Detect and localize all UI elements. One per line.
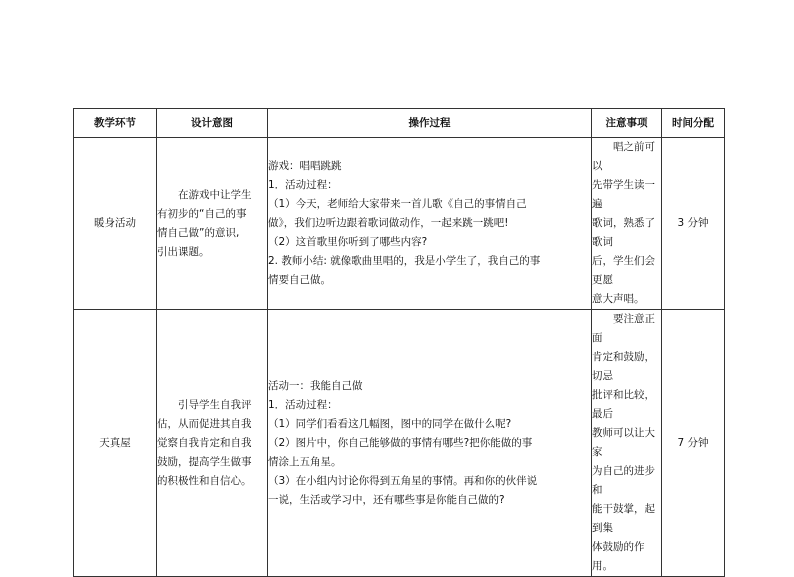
table-row bbox=[74, 310, 725, 577]
header-process: 操作过程 bbox=[268, 109, 592, 138]
intent-line: 引导学生自我评 bbox=[178, 398, 252, 411]
intent-line: 觉察自我肯定和自我 bbox=[157, 436, 252, 449]
note-cell bbox=[592, 310, 662, 577]
stage-cell: 暖身活动 bbox=[74, 138, 157, 310]
table-row bbox=[74, 138, 725, 310]
intent-line: 鼓励，提高学生做事 bbox=[157, 455, 252, 468]
header-time: 时间分配 bbox=[662, 109, 725, 138]
note-line: 先带学生读一遍 bbox=[592, 179, 655, 210]
process-line: （3）在小组内讨论你得到五角星的事情。再和你的伙伴说 bbox=[268, 474, 538, 487]
stage-cell: 天真屋 bbox=[74, 310, 157, 577]
intent-line: 情自己做”的意识, bbox=[157, 226, 240, 239]
process-line: （2）图片中，你自己能够做的事情有哪些?把你能做的事 bbox=[268, 436, 533, 449]
note-line: 后，学生们会更愿 bbox=[592, 255, 655, 286]
process-line: 2. 教师小结: 就像歌曲里唱的，我是小学生了，我自己的事 bbox=[268, 255, 541, 267]
note-line: 意大声唱。 bbox=[592, 293, 645, 305]
note-line: 批评和比较，最后 bbox=[592, 389, 655, 420]
process-line: 情涂上五角星。 bbox=[268, 455, 342, 468]
note-line: 要注意正面 bbox=[592, 313, 655, 344]
process-line: （1）同学们看看这几幅图，图中的同学在做什么呢? bbox=[268, 417, 512, 430]
intent-line: 有初步的“自己的事 bbox=[157, 207, 247, 220]
note-line: 教师可以让大家 bbox=[592, 427, 655, 458]
process-line: 情要自己做。 bbox=[268, 274, 331, 286]
intent-line: 在游戏中让学生 bbox=[178, 188, 252, 201]
note-line: 能干鼓掌，起到集 bbox=[592, 503, 655, 534]
note-line: 肯定和鼓励，切忌 bbox=[592, 351, 655, 382]
process-line: （1）今天，老师给大家带来一首儿歌《自己的事情自己 bbox=[268, 198, 527, 210]
note-line: 为自己的进步和 bbox=[592, 465, 655, 496]
intent-line: 引出课题。 bbox=[157, 245, 210, 258]
note-line: 体鼓励的作用。 bbox=[592, 541, 645, 572]
process-line: 一说，生活或学习中，还有哪些事是你能自己做的? bbox=[268, 493, 505, 506]
header-stage: 教学环节 bbox=[74, 109, 157, 138]
intent-cell bbox=[157, 310, 268, 577]
process-line: 活动一：我能自己做 bbox=[268, 379, 363, 392]
header-notes: 注意事项 bbox=[592, 109, 662, 138]
intent-cell bbox=[157, 138, 268, 310]
lesson-plan-table bbox=[73, 108, 725, 577]
note-line: 歌词，熟悉了歌词 bbox=[592, 217, 655, 248]
intent-line: 估，从而促进其自我 bbox=[157, 417, 252, 430]
intent-line: 的积极性和自信心。 bbox=[157, 474, 252, 487]
note-line: 唱之前可以 bbox=[592, 141, 655, 172]
process-line: （2）这首歌里你听到了哪些内容? bbox=[268, 236, 428, 248]
header-row bbox=[74, 109, 725, 138]
header-intent: 设计意图 bbox=[157, 109, 268, 138]
process-cell bbox=[268, 310, 592, 577]
process-line: 1．活动过程： bbox=[268, 179, 338, 191]
process-cell bbox=[268, 138, 592, 310]
process-line: 游戏：唱唱跳跳 bbox=[268, 160, 342, 172]
process-line: 1．活动过程： bbox=[268, 398, 338, 411]
process-line: 做》，我们边听边跟着歌词做动作，一起来跳一跳吧! bbox=[268, 217, 509, 229]
time-cell: 3 分钟 bbox=[662, 138, 725, 310]
note-cell bbox=[592, 138, 662, 310]
time-cell: 7 分钟 bbox=[662, 310, 725, 577]
